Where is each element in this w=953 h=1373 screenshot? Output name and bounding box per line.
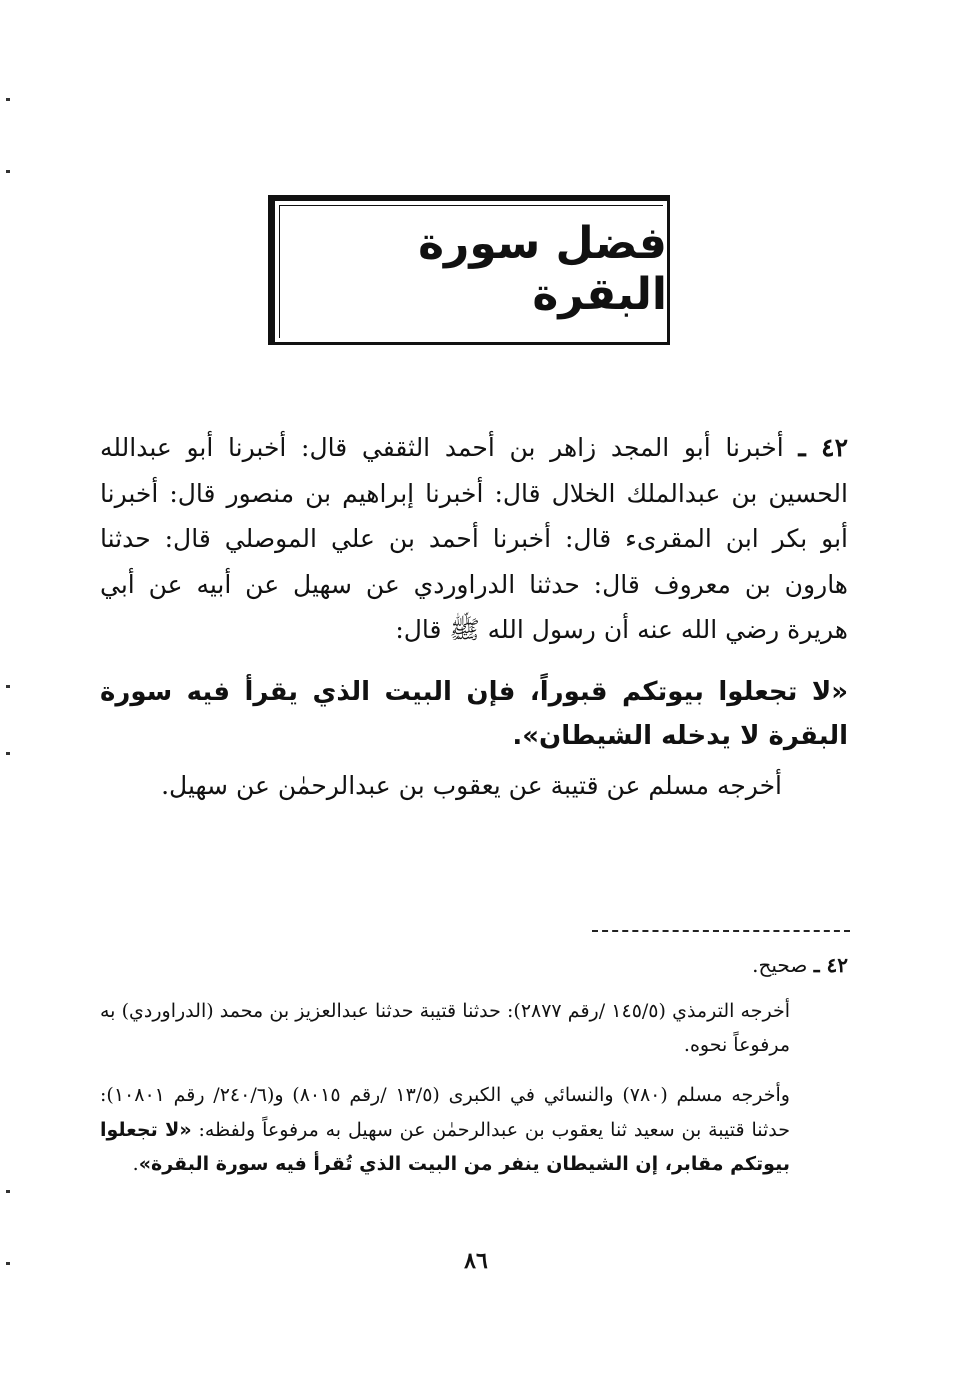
footnote-quoted-hadith: «لا تجعلوا بيوتكم مقابر، إن الشيطان ينفر من البيت الذي تُقرأ فيه سورة البقرة» [100, 1118, 790, 1175]
hadith-matn: «لا تجعلوا بيوتكم قبوراً، فإن البيت الذي يقرأ فيه سورة البقرة لا يدخله الشيطان». [100, 677, 848, 751]
scan-speck [6, 1190, 10, 1193]
footnote-grade: صحيح. [752, 953, 808, 977]
scan-speck [6, 98, 10, 101]
footnote-paragraph-1: أخرجه الترمذي (١٤٥/٥ /رقم ٢٨٧٧): حدثنا قتيبة حدثنا عبدالعزيز بن محمد (الدراوردي) به مرفوعاً نحوه. [100, 1000, 790, 1056]
scan-speck [6, 1262, 10, 1265]
chapter-title: فضل سورة البقرة [418, 217, 667, 320]
footnote-number: ٤٢ ـ [813, 953, 848, 977]
footnote-paragraph-2-end: . [132, 1153, 139, 1175]
hadith-isnad: أخبرنا أبو المجد زاهر بن أحمد الثقفي قال: أخبرنا أبو عبدالله الحسين بن عبدالملك الخلال قال: أخبرنا إبراهيم بن منصور قال: أخبرنا أبو بكر ابن المقرىء قال: أخبرنا أحمد بن علي الموصلي قال: حدثنا هارون بن معروف قال: حدثنا الدراوردي عن سهيل عن أبيه عن أبي هريرة رضي الله عنه أن رسول الله ﷺ قال: [100, 433, 848, 644]
hadith-takhrij: أخرجه مسلم عن قتيبة عن يعقوب بن عبدالرحمٰن عن سهيل. [161, 771, 782, 800]
chapter-title-box [268, 195, 670, 345]
scan-speck [6, 685, 10, 688]
hadith-isnad-paragraph [100, 425, 848, 653]
scan-speck [6, 170, 10, 173]
footnote-heading [100, 948, 848, 982]
scan-speck [6, 752, 10, 755]
footnote-separator [592, 930, 850, 932]
page-number: ٨٦ [464, 1248, 488, 1274]
footnote-paragraph-2-text: وأخرجه مسلم (٧٨٠) والنسائي في الكبرى (١٣/٥ /رقم ٨٠١٥) و(٢٤٠/٦/ رقم ١٠٨٠١): حدثنا قتيبة بن سعيد ثنا يعقوب بن عبدالرحمٰن عن سهيل به مرفوعاً ولفظه: [100, 1084, 790, 1141]
footnote-paragraph-2 [100, 1078, 790, 1182]
hadith-number: ٤٢ ـ [798, 433, 849, 462]
